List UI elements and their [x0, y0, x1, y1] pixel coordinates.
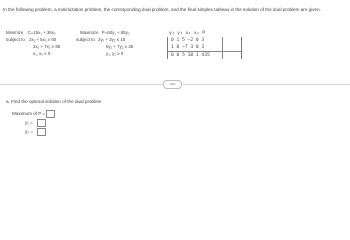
max-p-label: Maximum of P = [12, 111, 46, 116]
part-a-question: a. Find the optimal solution of the dual problem [6, 99, 102, 104]
primal-constraint-3: x₁, x₂ ≥ 0 [33, 51, 51, 56]
dual-constraint-3: y₁, y₂ ≥ 0 [106, 51, 124, 56]
maximize-label: Maximize [80, 30, 99, 35]
primal-objective: C=15x₁ + 36x₂ [27, 30, 56, 35]
tableau-row: 0 1 5 −2 0 3 [171, 38, 205, 43]
tableau-row: 1 0 −7 3 0 3 [171, 45, 205, 50]
primal-constraint-1: 2x₁ + 5x₂ ≥ 60 [29, 37, 57, 42]
dual-subject-to: subject to [76, 37, 95, 42]
y1-input[interactable] [37, 119, 46, 127]
y1-label: y₁ = [25, 120, 33, 125]
dual-objective: P=60y₁ + 85y₂ [101, 30, 130, 35]
dual-constraint-2: 5y₁ + 7y₂ ≤ 36 [106, 44, 134, 49]
minimize-label: Minimize [6, 30, 24, 35]
expand-more-button[interactable]: ••••• [163, 80, 182, 89]
tableau-row: 0 0 5 10 1 435 [171, 52, 210, 58]
problem-intro: In the following problem, a minimization problem, the corresponding dual problem, and the final simplex tableau in the solution of the dual problem are given. [3, 7, 321, 12]
y2-input[interactable] [37, 128, 46, 136]
y2-label: y₂ = [25, 129, 34, 134]
primal-subject-to: subject to [6, 37, 25, 42]
tableau-divider-vertical [222, 37, 223, 59]
dual-constraint-1: 2y₁ + 3y₂ ≤ 15 [98, 37, 126, 42]
max-p-input[interactable] [46, 110, 55, 118]
tableau-matrix [167, 37, 242, 59]
primal-constraint-2: 3x₁ + 7x₂ ≥ 85 [33, 44, 61, 49]
tableau-divider-horizontal [168, 51, 241, 52]
tableau-header: y₁ y₂ x₁ x₂ P [169, 31, 205, 36]
